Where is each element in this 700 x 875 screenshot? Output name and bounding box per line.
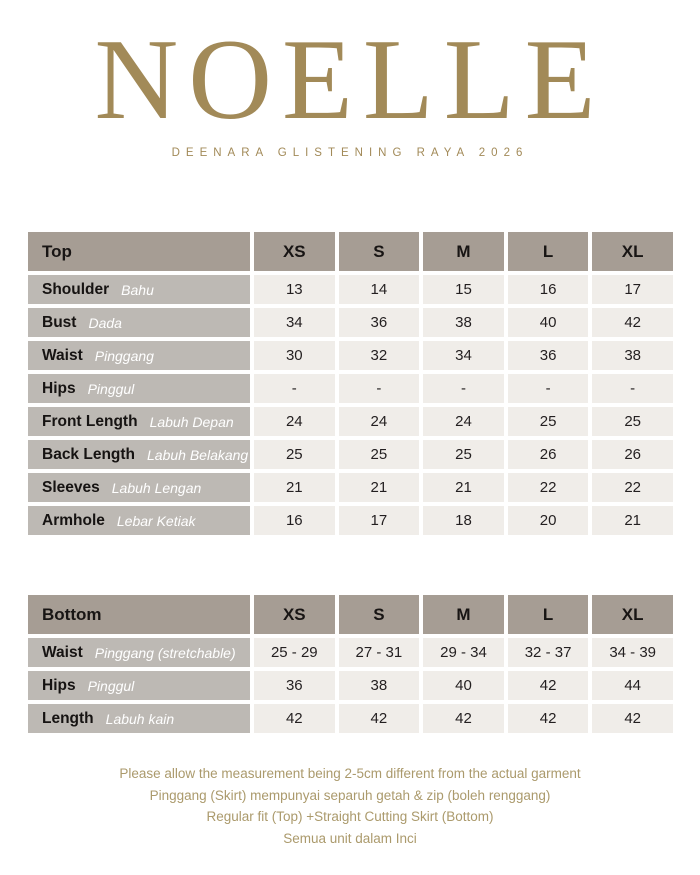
size-value-cell: 22 (508, 473, 589, 502)
measurement-name: Sleeves (42, 478, 100, 496)
size-value-cell: 38 (423, 308, 504, 337)
measurement-translation: Bahu (121, 281, 154, 298)
measurement-translation: Dada (88, 314, 122, 331)
size-value-cell: 42 (592, 308, 673, 337)
measurement-label-cell (28, 407, 250, 436)
measurement-label-cell (28, 308, 250, 337)
size-value-cell: 25 (254, 440, 335, 469)
size-value-cell: 38 (592, 341, 673, 370)
measurement-label-cell (28, 638, 250, 667)
size-column-header: L (508, 232, 589, 271)
measurement-name: Back Length (42, 445, 136, 463)
size-value-cell: 21 (339, 473, 420, 502)
measurement-label-cell (28, 374, 250, 403)
size-value-cell: 42 (508, 671, 589, 700)
size-column-header: XL (592, 595, 673, 634)
size-value-cell: 16 (254, 506, 335, 535)
table-row (28, 440, 673, 469)
measurement-translation: Labuh Belakang (147, 446, 249, 463)
size-value-cell: 24 (423, 407, 504, 436)
size-value-cell: 44 (592, 671, 673, 700)
size-value-cell: 34 (423, 341, 504, 370)
top-size-table (28, 232, 673, 535)
footer-note-line: Pinggang (Skirt) mempunyai separuh getah & zip (boleh renggang) (149, 787, 551, 803)
table-row (28, 506, 673, 535)
size-value-cell: - (592, 374, 673, 403)
size-value-cell: 42 (254, 704, 335, 733)
footer-note-line: Semua unit dalam Inci (283, 830, 417, 846)
size-column-header: L (508, 595, 589, 634)
size-value-cell: - (508, 374, 589, 403)
size-value-cell: 21 (254, 473, 335, 502)
table-title-cell: Top (28, 232, 250, 271)
size-value-cell: 20 (508, 506, 589, 535)
table-row (28, 275, 673, 304)
size-value-cell: 38 (339, 671, 420, 700)
footer-note-line: Please allow the measurement being 2-5cm different from the actual garment (119, 766, 581, 781)
size-value-cell: 36 (508, 341, 589, 370)
measurement-translation: Pinggul (87, 380, 135, 397)
size-value-cell: 24 (339, 407, 420, 436)
size-value-cell: 14 (339, 275, 420, 304)
measurement-label-cell (28, 704, 250, 733)
measurement-label-cell (28, 440, 250, 469)
size-value-cell: 15 (423, 275, 504, 304)
measurement-name: Armhole (42, 511, 105, 529)
measurement-translation: Pinggul (87, 677, 135, 694)
measurement-name: Length (42, 709, 94, 727)
measurement-name: Waist (42, 346, 83, 364)
measurement-translation: Labuh Lengan (111, 479, 202, 496)
size-value-cell: 25 (339, 440, 420, 469)
measurement-label-cell (28, 275, 250, 304)
size-column-header: XS (254, 232, 335, 271)
size-value-cell: 26 (592, 440, 673, 469)
measurement-name: Waist (42, 643, 83, 661)
size-value-cell: 18 (423, 506, 504, 535)
table-row (28, 473, 673, 502)
table-header-row (28, 232, 673, 271)
measurement-name: Hips (42, 676, 76, 694)
size-value-cell: 32 - 37 (508, 638, 589, 667)
size-value-cell: 16 (508, 275, 589, 304)
size-value-cell: 42 (592, 704, 673, 733)
size-column-header: XS (254, 595, 335, 634)
size-value-cell: 34 (254, 308, 335, 337)
size-value-cell: 17 (339, 506, 420, 535)
measurement-translation: Pinggang (94, 347, 154, 364)
measurement-name: Bust (42, 313, 77, 331)
size-value-cell: 42 (508, 704, 589, 733)
size-value-cell: 21 (423, 473, 504, 502)
size-value-cell: 42 (423, 704, 504, 733)
size-column-header: M (423, 595, 504, 634)
size-value-cell: 24 (254, 407, 335, 436)
size-value-cell: 13 (254, 275, 335, 304)
size-value-cell: 36 (339, 308, 420, 337)
collection-subtitle: DEENARA GLISTENING RAYA 2026 (171, 147, 529, 159)
measurement-label-cell (28, 341, 250, 370)
table-row (28, 671, 673, 700)
size-value-cell: 36 (254, 671, 335, 700)
footer-notes (0, 763, 700, 849)
measurement-label-cell (28, 473, 250, 502)
table-header-row (28, 595, 673, 634)
size-value-cell: - (254, 374, 335, 403)
table-row (28, 704, 673, 733)
measurement-translation: Pinggang (stretchable) (94, 644, 236, 661)
table-title-cell: Bottom (28, 595, 250, 634)
measurement-name: Shoulder (42, 280, 110, 298)
table-row (28, 308, 673, 337)
size-value-cell: 40 (508, 308, 589, 337)
size-value-cell: 34 - 39 (592, 638, 673, 667)
table-row (28, 341, 673, 370)
size-value-cell: 25 (508, 407, 589, 436)
size-value-cell: 42 (339, 704, 420, 733)
size-value-cell: - (339, 374, 420, 403)
size-value-cell: - (423, 374, 504, 403)
measurement-label-cell (28, 506, 250, 535)
measurement-label-cell (28, 671, 250, 700)
size-value-cell: 22 (592, 473, 673, 502)
table-row (28, 407, 673, 436)
size-column-header: S (339, 595, 420, 634)
table-row (28, 374, 673, 403)
footer-note-line: Regular fit (Top) +Straight Cutting Skirt (Bottom) (206, 809, 494, 824)
measurement-translation: Lebar Ketiak (116, 512, 196, 529)
size-value-cell: 27 - 31 (339, 638, 420, 667)
size-value-cell: 26 (508, 440, 589, 469)
table-row (28, 638, 673, 667)
size-column-header: S (339, 232, 420, 271)
measurement-translation: Labuh Depan (149, 413, 234, 430)
size-column-header: M (423, 232, 504, 271)
measurement-translation: Labuh kain (105, 710, 175, 727)
size-value-cell: 30 (254, 341, 335, 370)
size-value-cell: 29 - 34 (423, 638, 504, 667)
size-value-cell: 25 (423, 440, 504, 469)
bottom-size-table (28, 595, 673, 733)
size-value-cell: 32 (339, 341, 420, 370)
size-value-cell: 21 (592, 506, 673, 535)
size-value-cell: 17 (592, 275, 673, 304)
size-value-cell: 25 - 29 (254, 638, 335, 667)
brand-logo: NOELLE (94, 16, 606, 144)
size-value-cell: 25 (592, 407, 673, 436)
size-column-header: XL (592, 232, 673, 271)
measurement-name: Front Length (42, 412, 138, 430)
size-value-cell: 40 (423, 671, 504, 700)
measurement-name: Hips (42, 379, 76, 397)
